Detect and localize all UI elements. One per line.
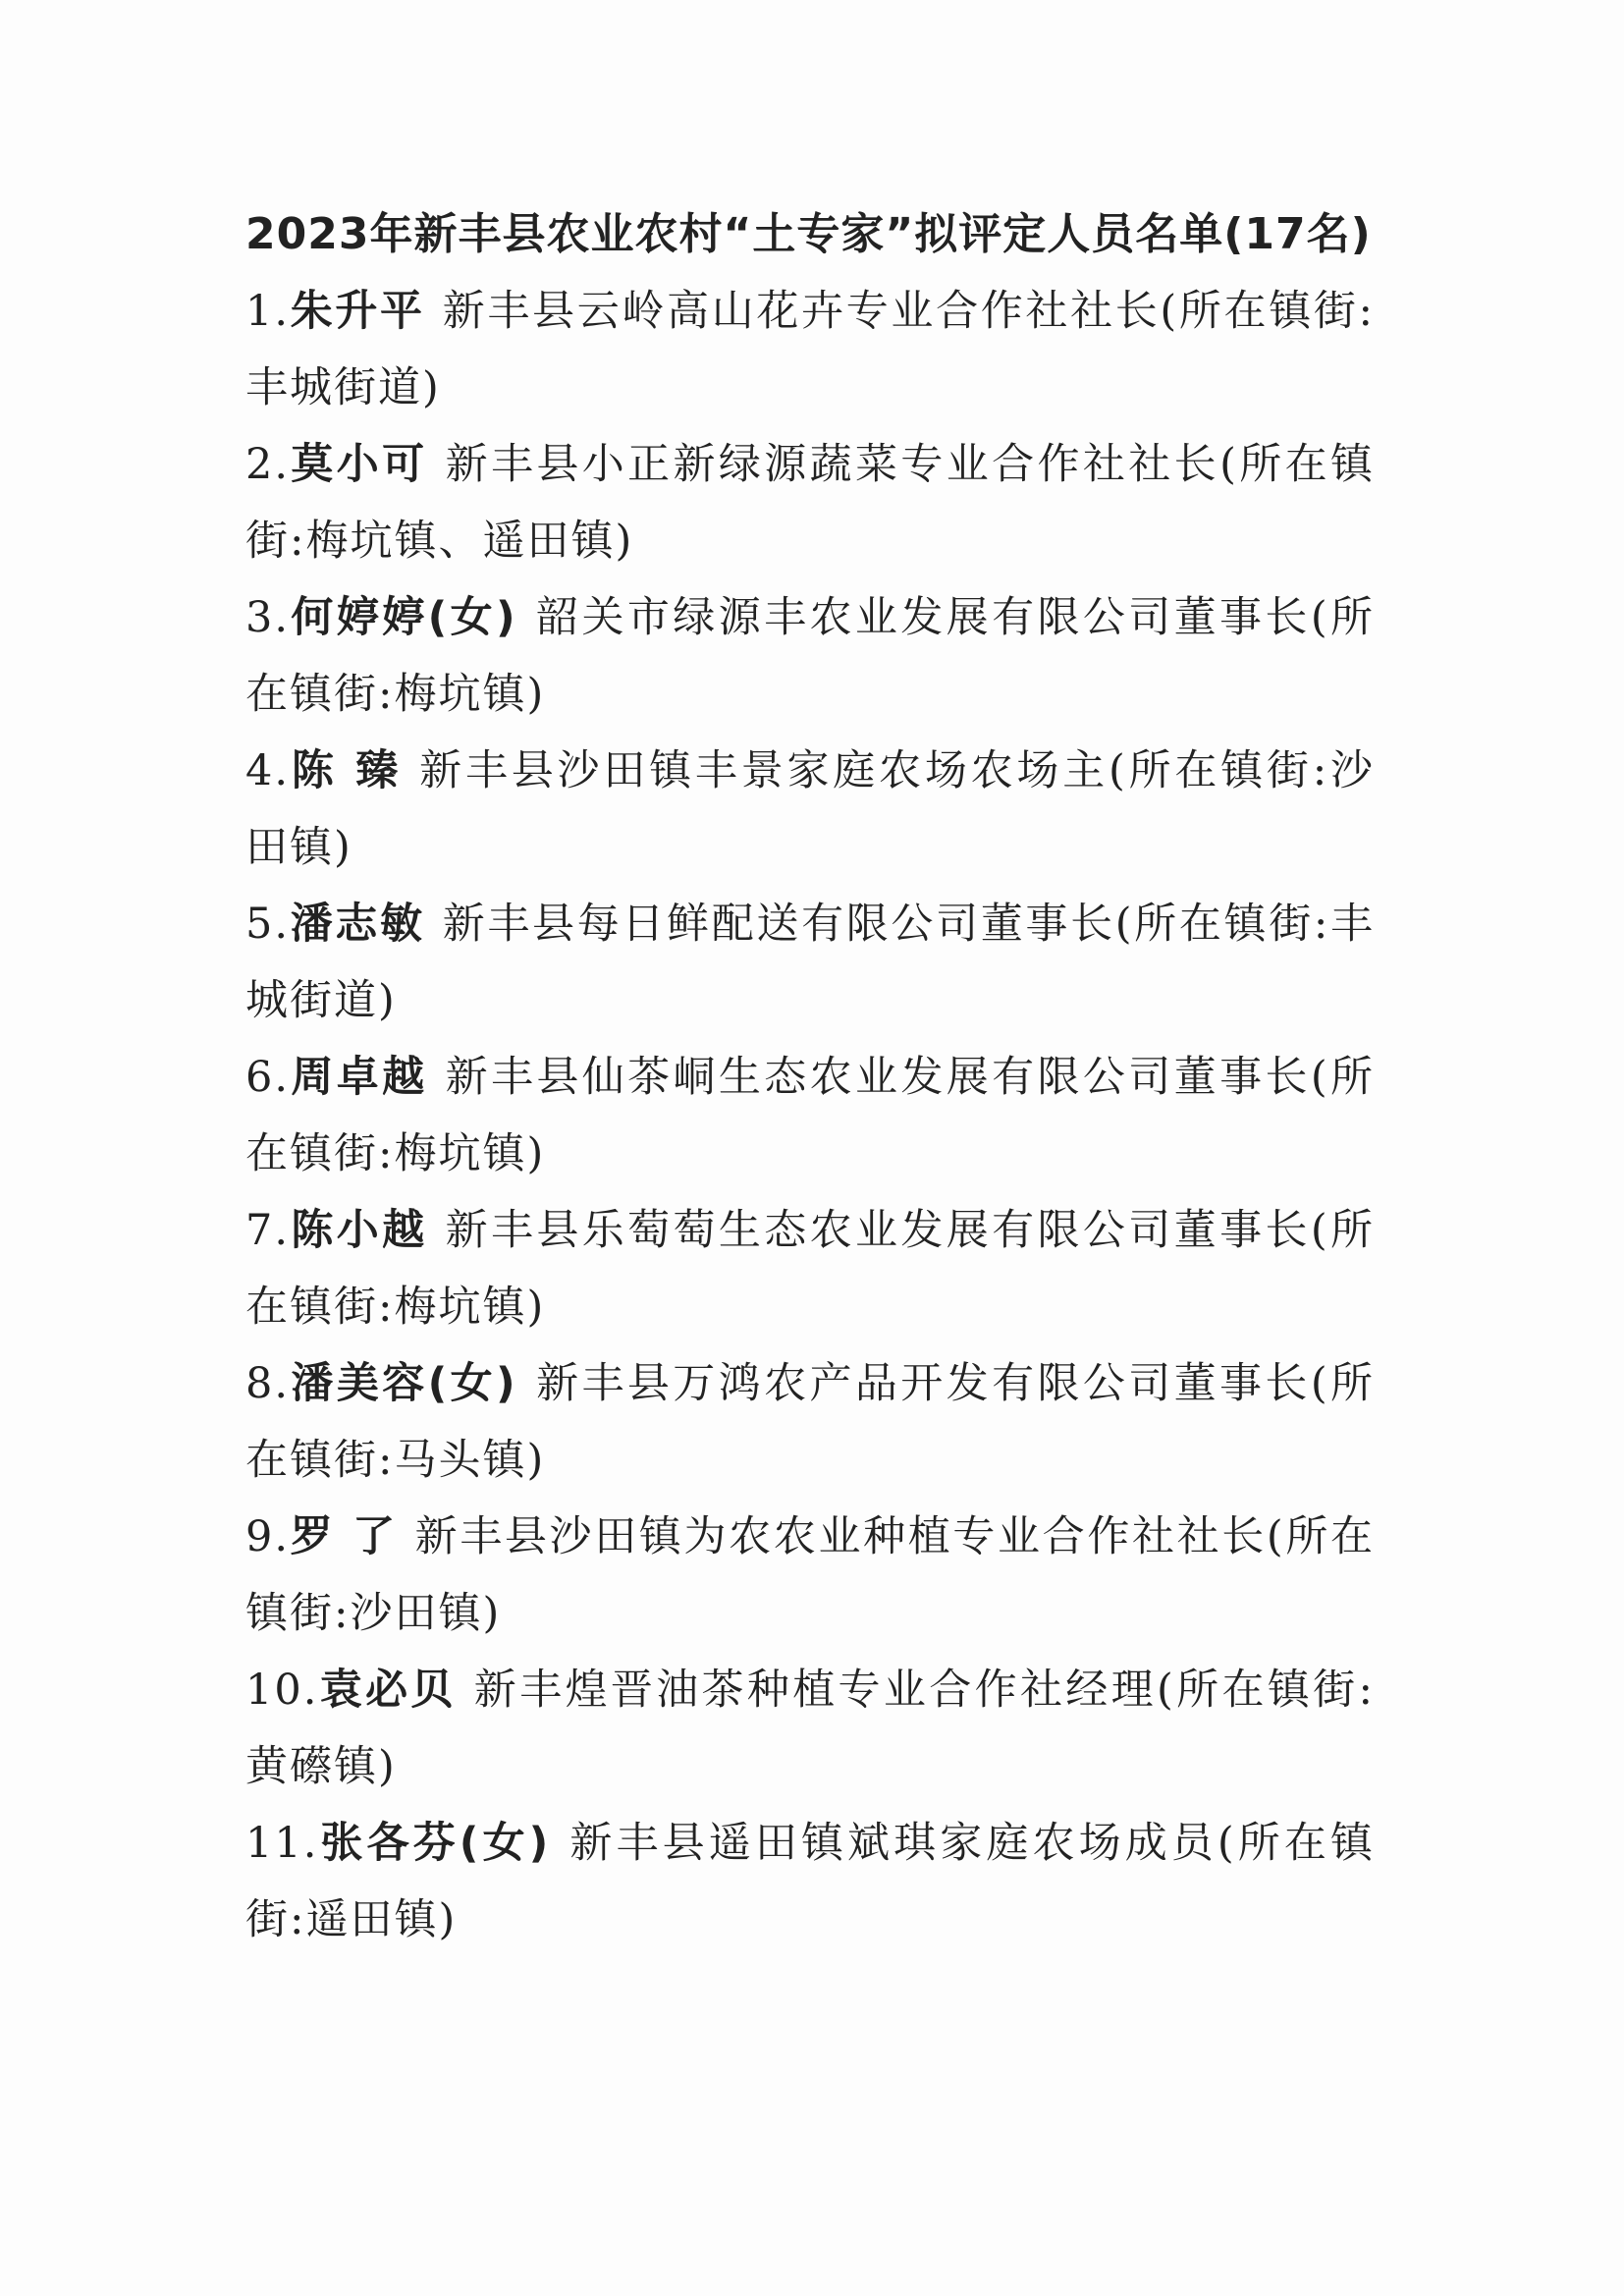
entry-number: 8. [245, 1359, 291, 1408]
entry-name: 陈 臻 [290, 746, 403, 795]
entry-number: 6. [245, 1053, 291, 1102]
entry-name: 陈小越 [290, 1206, 428, 1255]
list-item [245, 1039, 1375, 1192]
entry-description: 新丰县仙茶峒生态农业发展有限公司董事长(所在镇街:梅坑镇) [245, 1053, 1375, 1178]
entry-name: 张各芬(女) [318, 1819, 551, 1868]
list-item [245, 1345, 1375, 1499]
entry-description: 新丰县遥田镇斌琪家庭农场成员(所在镇街:遥田镇) [245, 1819, 1375, 1944]
entry-number: 10. [245, 1666, 319, 1715]
entry-name: 潘美容(女) [290, 1359, 517, 1408]
entry-number: 4. [245, 746, 291, 795]
entry-description: 新丰县每日鲜配送有限公司董事长(所在镇街:丰城街道) [245, 900, 1376, 1025]
entry-number: 7. [245, 1206, 291, 1255]
document-title: 2023年新丰县农业农村“土专家”拟评定人员名单(17名) [245, 209, 1372, 259]
entry-description: 新丰县万鸿农产品开发有限公司董事长(所在镇街:马头镇) [245, 1359, 1375, 1485]
list-item [245, 733, 1375, 886]
entry-description: 新丰县小正新绿源蔬菜专业合作社社长(所在镇街:梅坑镇、遥田镇) [245, 440, 1375, 566]
list-item [245, 1192, 1375, 1345]
entry-number: 1. [245, 287, 291, 336]
list-item [245, 426, 1375, 579]
entry-number: 2. [245, 440, 291, 489]
entry-name: 罗 了 [290, 1512, 398, 1561]
entry-number: 11. [245, 1819, 319, 1868]
entry-name: 袁必贝 [318, 1666, 457, 1715]
entry-number: 5. [245, 900, 291, 949]
entry-description: 新丰县云岭高山花卉专业合作社社长(所在镇街:丰城街道) [245, 287, 1376, 412]
entry-name: 朱升平 [290, 287, 425, 336]
entry-number: 9. [245, 1512, 291, 1561]
list-item [245, 1805, 1375, 1958]
entry-name: 何婷婷(女) [290, 593, 517, 642]
entry-description: 韶关市绿源丰农业发展有限公司董事长(所在镇街:梅坑镇) [245, 593, 1375, 719]
entry-description: 新丰煌晋油茶种植专业合作社经理(所在镇街:黄礤镇) [245, 1666, 1375, 1791]
list-item [245, 886, 1375, 1039]
entry-number: 3. [245, 593, 291, 642]
list-item [245, 579, 1375, 733]
list-item [245, 1652, 1375, 1805]
list-item [245, 273, 1375, 426]
list-item [245, 1499, 1375, 1652]
entry-name: 潘志敏 [290, 900, 425, 949]
entry-description: 新丰县沙田镇为农农业种植专业合作社社长(所在镇街:沙田镇) [245, 1512, 1375, 1638]
document-body [245, 196, 1375, 1958]
entry-description: 新丰县沙田镇丰景家庭农场农场主(所在镇街:沙田镇) [245, 746, 1375, 872]
entry-name: 周卓越 [290, 1053, 428, 1102]
entry-description: 新丰县乐萄萄生态农业发展有限公司董事长(所在镇街:梅坑镇) [245, 1206, 1375, 1332]
entry-name: 莫小可 [290, 440, 428, 489]
